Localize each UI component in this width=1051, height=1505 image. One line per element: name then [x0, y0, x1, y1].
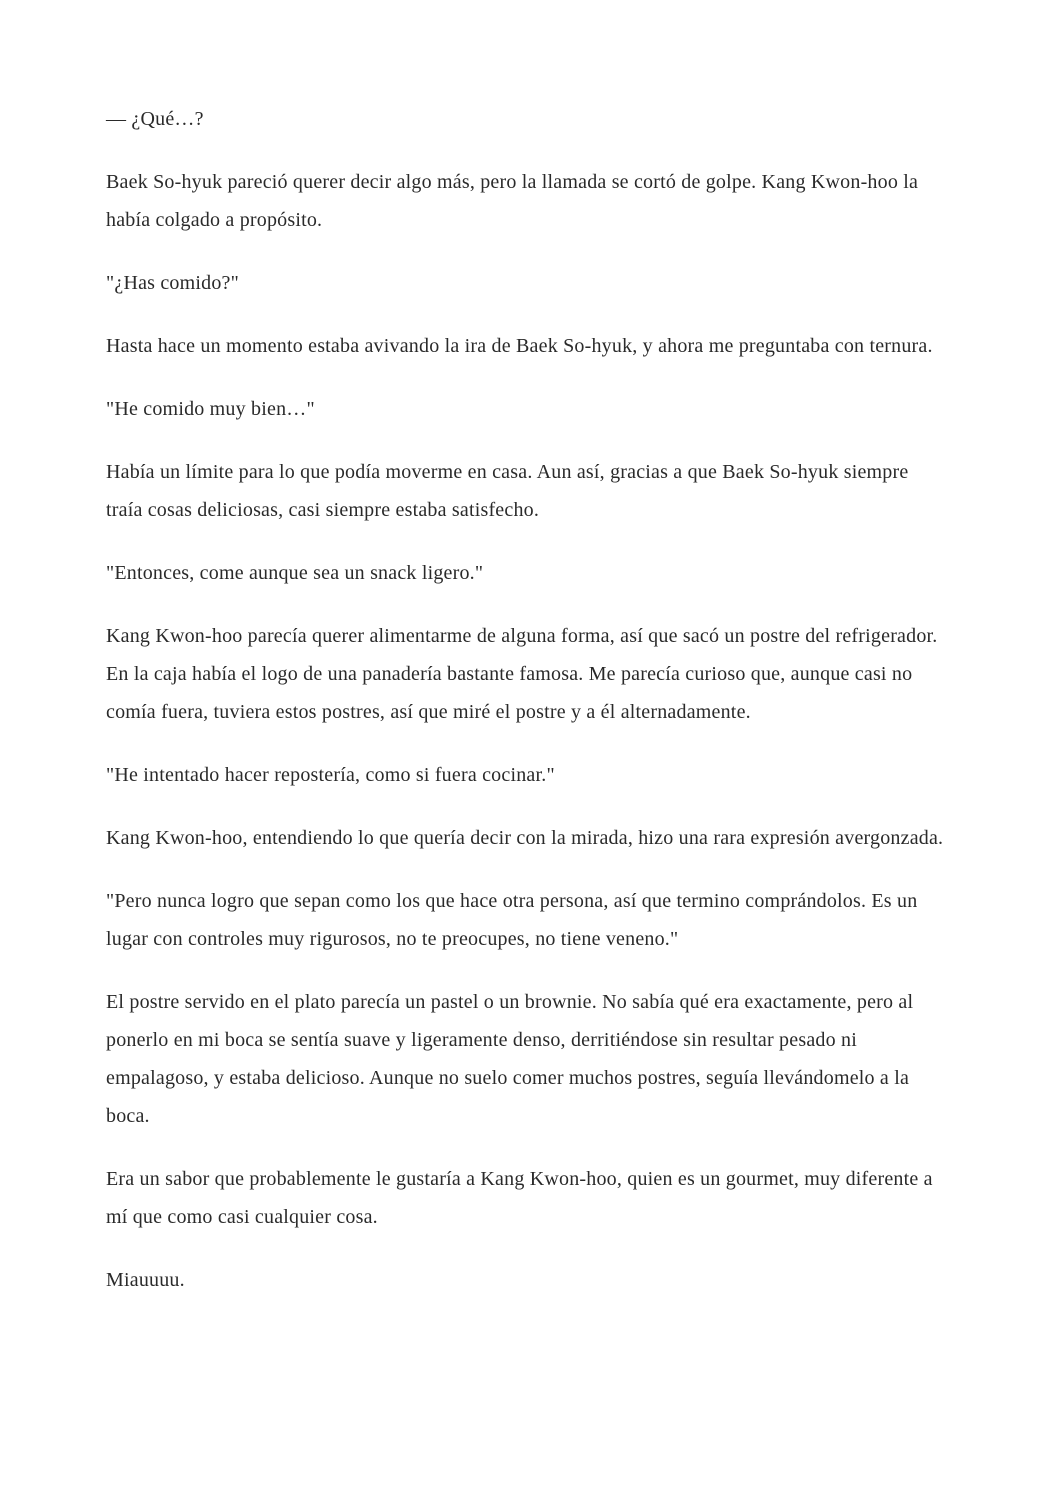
paragraph-dialogue-has-comido: "¿Has comido?"	[106, 272, 239, 294]
paragraph: Hasta hace un momento estaba avivando la ira de Baek So-hyuk, y ahora me preguntaba con ternura.	[106, 335, 933, 357]
paragraph-dialogue-reposteria: "He intentado hacer repostería, como si fuera cocinar."	[106, 764, 555, 786]
paragraph-dialogue-que: — ¿Qué…?	[106, 108, 204, 130]
paragraph: El postre servido en el plato parecía un pastel o un brownie. No sabía qué era exactamente, pero al ponerlo en mi boca se sentía suave y ligeramente denso, derritiéndose sin resultar pesado ni empalagoso, y estaba delicioso. Aunque no suelo comer muchos postres, seguía llevándomelo a la boca.	[106, 991, 914, 1127]
paragraph: Baek So-hyuk pareció querer decir algo más, pero la llamada se cortó de golpe. Kang Kwon-hoo la había colgado a propósito.	[106, 171, 919, 231]
paragraph: Era un sabor que probablemente le gustaría a Kang Kwon-hoo, quien es un gourmet, muy diferente a mí que como casi cualquier cosa.	[106, 1168, 933, 1228]
paragraph-dialogue-he-comido: "He comido muy bien…"	[106, 398, 315, 420]
paragraph-dialogue-snack: "Entonces, come aunque sea un snack ligero."	[106, 562, 484, 584]
paragraph-dialogue-veneno: "Pero nunca logro que sepan como los que hace otra persona, así que termino comprándolos. Es un lugar con controles muy rigurosos, no te preocupes, no tiene veneno."	[106, 890, 918, 950]
paragraph-miau: Miauuuu.	[106, 1269, 185, 1291]
paragraph: Kang Kwon-hoo, entendiendo lo que quería decir con la mirada, hizo una rara expresión avergonzada.	[106, 827, 944, 849]
paragraph: Kang Kwon-hoo parecía querer alimentarme de alguna forma, así que sacó un postre del refrigerador. En la caja había el logo de una panadería bastante famosa. Me parecía curioso que, aunque casi no comía fuera, tuviera estos postres, así que miré el postre y a él alternadamente.	[106, 625, 938, 723]
paragraph: Había un límite para lo que podía moverme en casa. Aun así, gracias a que Baek So-hyuk siempre traía cosas deliciosas, casi siempre estaba satisfecho.	[106, 461, 909, 521]
